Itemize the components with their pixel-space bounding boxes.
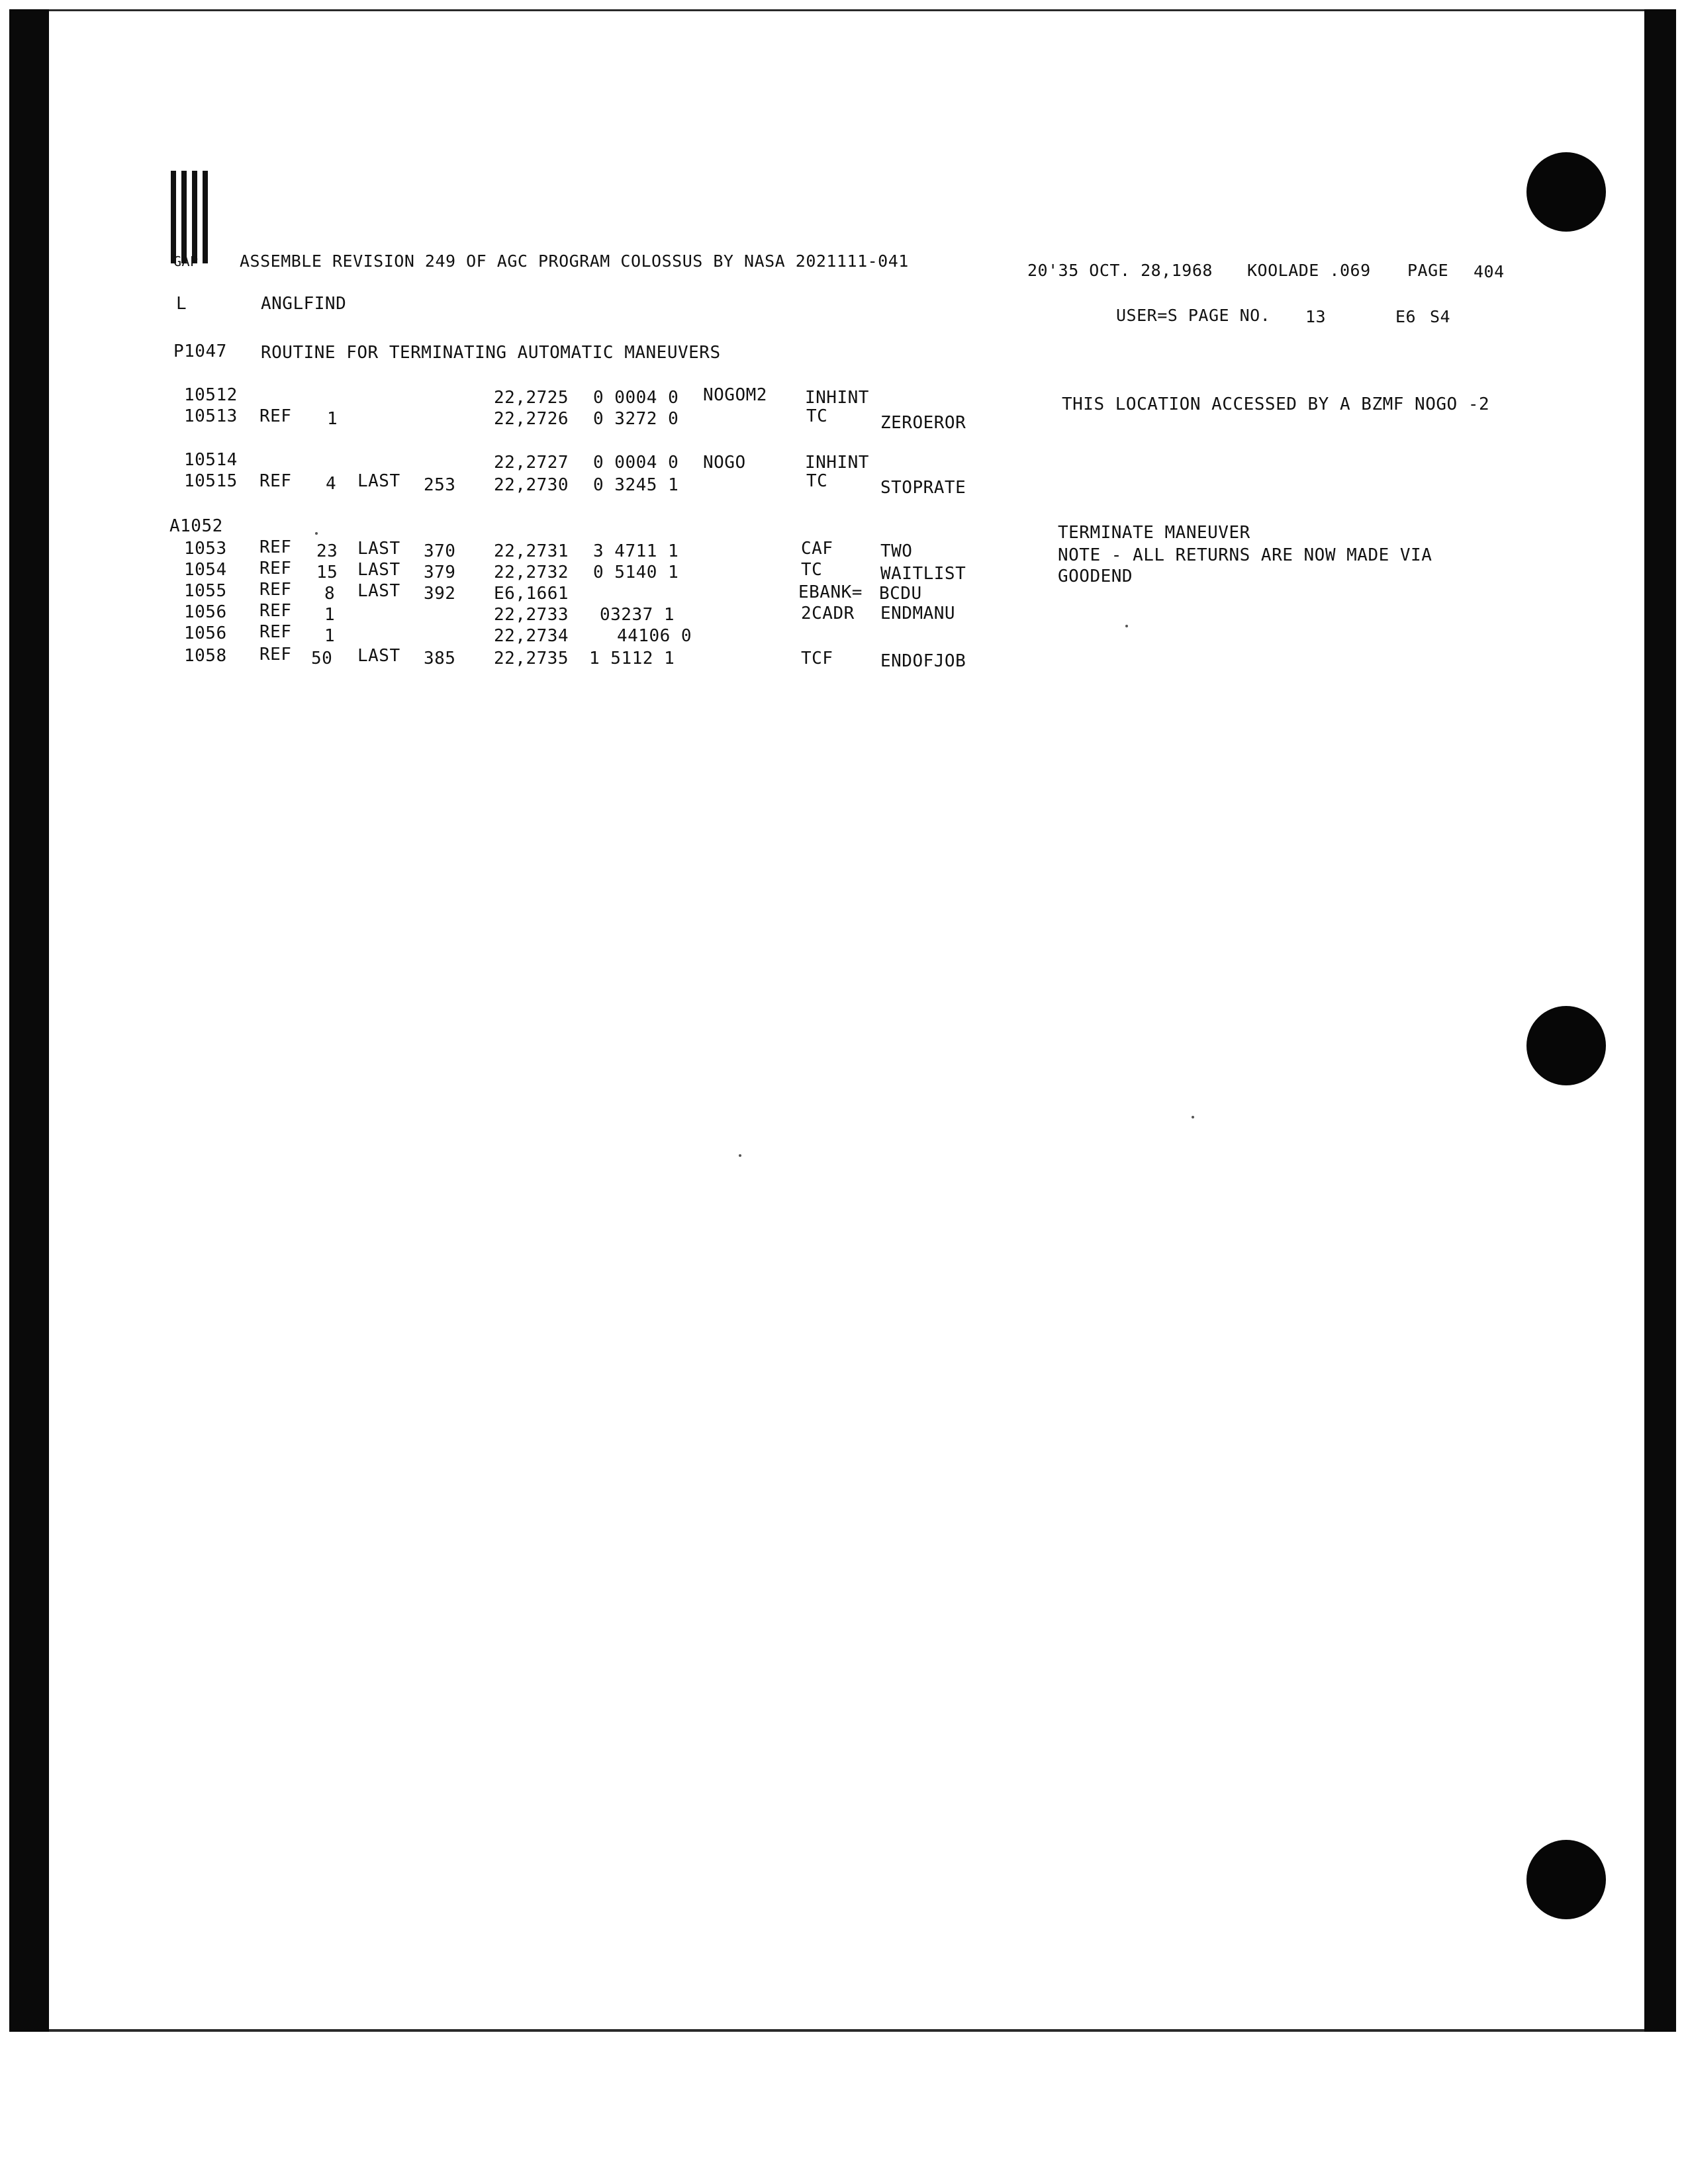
last-number: 370 (424, 541, 456, 561)
header-page-label: PAGE (1407, 261, 1449, 280)
scan-right-border (1644, 9, 1676, 2032)
address: 22,2733 (494, 605, 569, 625)
operand: ENDOFJOB (880, 651, 966, 671)
ref-label: REF (259, 406, 292, 426)
location-comment: THIS LOCATION ACCESSED BY A BZMF NOGO -2 (1062, 394, 1490, 414)
gap-marker-icon (171, 171, 217, 263)
opcode: CAF (801, 539, 833, 559)
user-page-number: 13 (1305, 307, 1327, 326)
user-page-label: USER=S PAGE NO. (1116, 306, 1271, 325)
address: E6,1661 (494, 584, 569, 604)
goodend-comment: GOODEND (1058, 567, 1133, 586)
line-number: 10512 (184, 385, 238, 405)
operand: ENDMANU (880, 604, 956, 623)
address: 22,2730 (494, 475, 569, 495)
opcode: 2CADR (801, 604, 855, 623)
header-koolade: KOOLADE .069 (1247, 261, 1371, 280)
opcode: INHINT (805, 453, 869, 473)
address: 22,2726 (494, 409, 569, 429)
opcode: TCF (801, 649, 833, 668)
ref-count: 8 (324, 584, 336, 604)
operand: TWO (880, 541, 913, 561)
routine-id: P1047 (173, 341, 227, 361)
scan-speck (315, 532, 318, 535)
ref-count: 1 (324, 605, 336, 625)
octal-code: 0 0004 0 (593, 388, 679, 408)
ref-count: 1 (324, 626, 336, 646)
note-comment: NOTE - ALL RETURNS ARE NOW MADE VIA (1058, 545, 1432, 565)
opcode: INHINT (805, 388, 869, 408)
opcode: TC (801, 560, 823, 580)
address: 22,2734 (494, 626, 569, 646)
line-number: 1056 (184, 602, 227, 622)
scan-speck (1125, 625, 1128, 627)
header-page-number: 404 (1474, 262, 1505, 281)
section-name: ANGLFIND (261, 294, 347, 314)
ref-count: 15 (316, 563, 338, 582)
octal-code: 03237 1 (600, 605, 675, 625)
opcode: TC (806, 406, 828, 426)
ref-count: 23 (316, 541, 338, 561)
octal-code: 1 5112 1 (589, 649, 675, 668)
last-number: 379 (424, 563, 456, 582)
punch-hole-middle (1526, 1006, 1606, 1085)
octal-code: 0 5140 1 (593, 563, 679, 582)
gap-tag: GAP (173, 253, 199, 269)
last-label: LAST (357, 471, 400, 491)
symbol-label: NOGOM2 (703, 385, 767, 405)
last-number: 392 (424, 584, 456, 604)
ref-label: REF (259, 580, 292, 600)
last-label: LAST (357, 539, 400, 559)
punch-hole-top (1526, 152, 1606, 232)
line-number: 1056 (184, 623, 227, 643)
address: 22,2727 (494, 453, 569, 473)
octal-code: 0 0004 0 (593, 453, 679, 473)
ref-count: 1 (327, 409, 338, 429)
address: 22,2725 (494, 388, 569, 408)
octal-code: 0 3245 1 (593, 475, 679, 495)
line-number: 10515 (184, 471, 238, 491)
last-label: LAST (357, 646, 400, 666)
ref-count: 50 (311, 649, 333, 668)
address: 22,2732 (494, 563, 569, 582)
scan-speck (1192, 1116, 1194, 1118)
scan-top-edge (49, 9, 1644, 11)
operand: STOPRATE (880, 478, 966, 498)
opcode: TC (806, 471, 828, 491)
scan-speck (739, 1154, 741, 1157)
octal-code: 0 3272 0 (593, 409, 679, 429)
scan-bottom-edge (49, 2029, 1644, 2032)
last-number: 385 (424, 649, 456, 668)
e6-label: E6 (1395, 307, 1417, 326)
ref-label: REF (259, 622, 292, 642)
line-number: 1055 (184, 581, 227, 601)
last-number: 253 (424, 475, 456, 495)
line-number: A1052 (169, 516, 223, 536)
line-number: 1053 (184, 539, 227, 559)
terminate-comment: TERMINATE MANEUVER (1058, 523, 1250, 543)
last-label: LAST (357, 581, 400, 601)
operand: BCDU (879, 584, 922, 604)
address: 22,2731 (494, 541, 569, 561)
assemble-heading: ASSEMBLE REVISION 249 OF AGC PROGRAM COLOSSUS BY NASA 2021111-041 (240, 251, 909, 271)
line-number: 1058 (184, 646, 227, 666)
symbol-label: NOGO (703, 453, 746, 473)
ref-label: REF (259, 559, 292, 578)
s4-label: S4 (1430, 307, 1451, 326)
ref-label: REF (259, 471, 292, 491)
line-number: 10514 (184, 450, 238, 470)
l-marker: L (176, 294, 187, 314)
octal-code: 3 4711 1 (593, 541, 679, 561)
ref-label: REF (259, 537, 292, 557)
operand: WAITLIST (880, 564, 966, 584)
ref-label: REF (259, 645, 292, 664)
address: 22,2735 (494, 649, 569, 668)
last-label: LAST (357, 560, 400, 580)
ref-count: 4 (326, 474, 337, 494)
scan-left-border (9, 9, 49, 2032)
line-number: 10513 (184, 406, 238, 426)
header-timestamp: 20'35 OCT. 28,1968 (1027, 261, 1213, 280)
operand: ZEROEROR (880, 413, 966, 433)
line-number: 1054 (184, 560, 227, 580)
routine-title: ROUTINE FOR TERMINATING AUTOMATIC MANEUVERS (261, 343, 721, 363)
ref-label: REF (259, 601, 292, 621)
octal-code: 44106 0 (617, 626, 692, 646)
punch-hole-bottom (1526, 1840, 1606, 1919)
opcode: EBANK= (798, 582, 863, 602)
